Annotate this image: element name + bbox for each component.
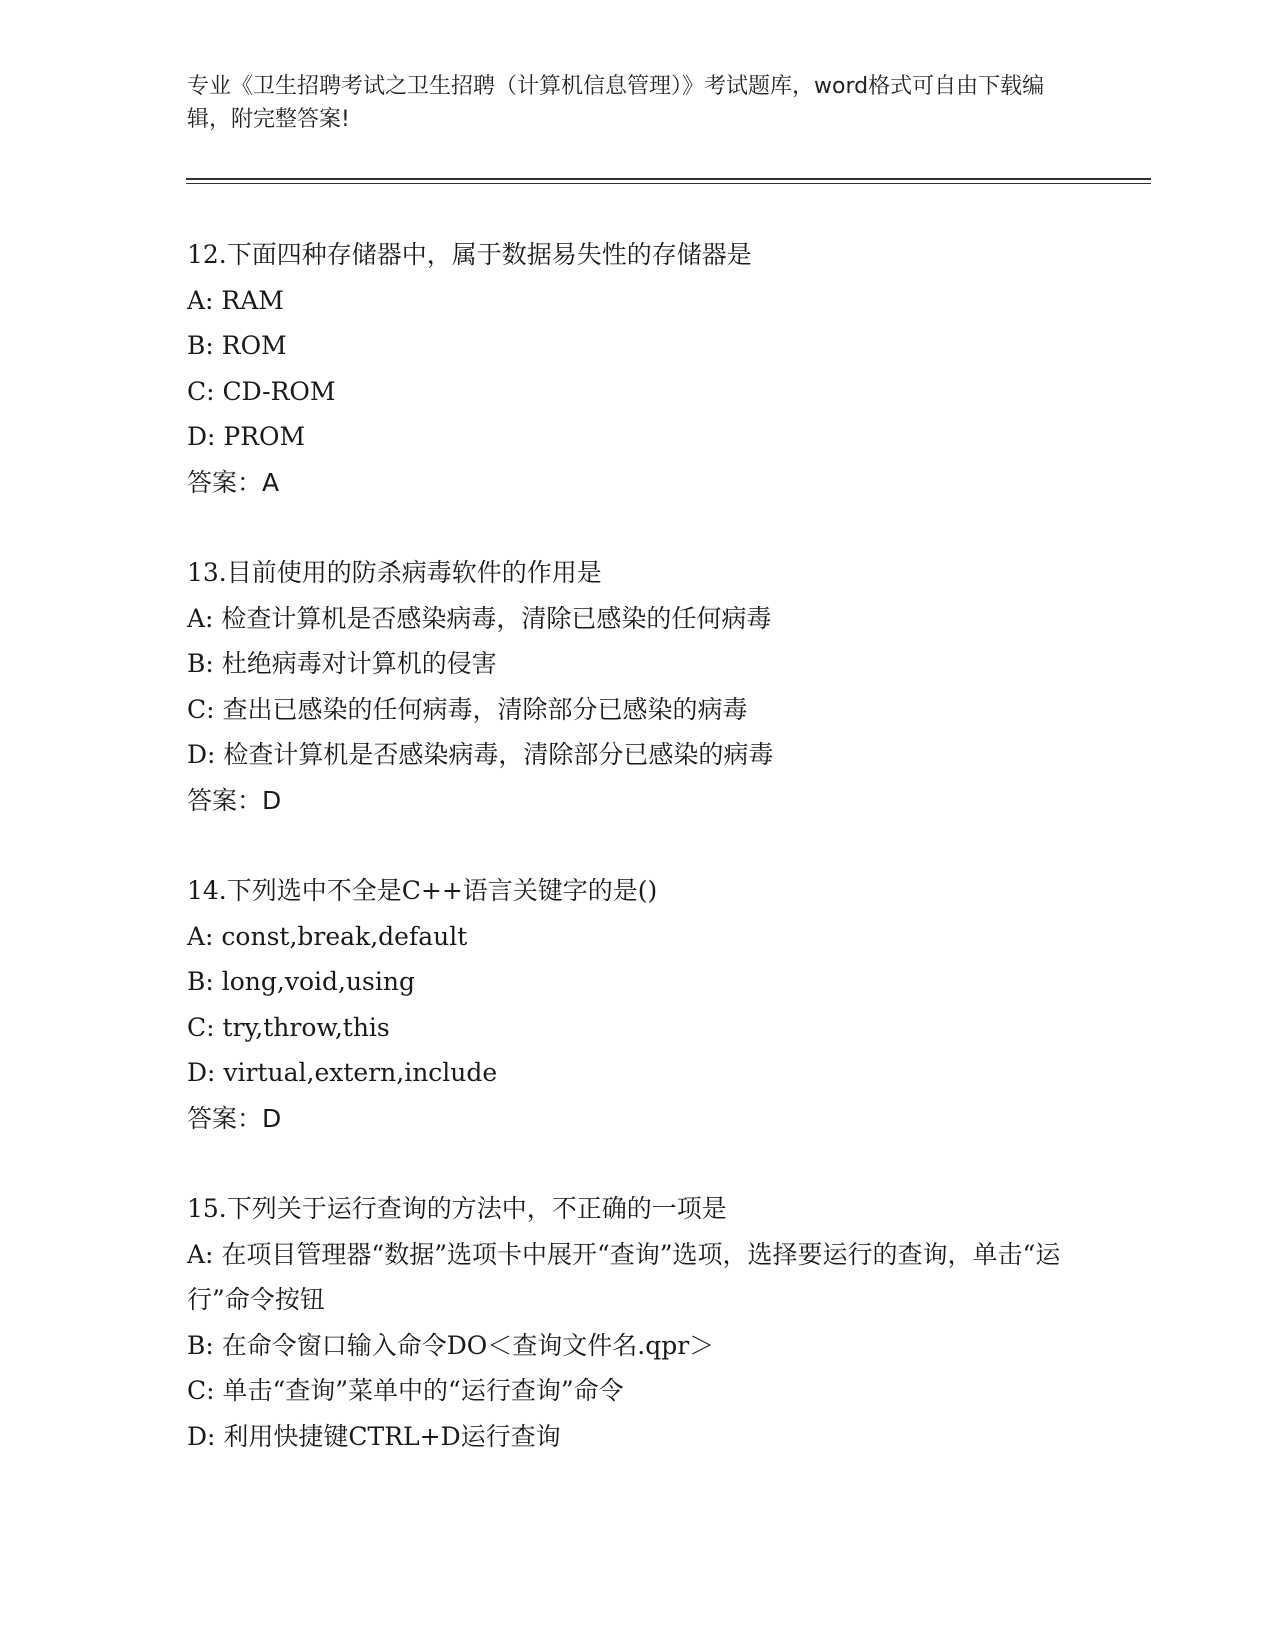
option-b: B: 在命令窗口输入命令DO＜查询文件名.qpr＞ xyxy=(187,1330,715,1360)
option-b: B: 杜绝病毒对计算机的侵害 xyxy=(187,649,497,678)
option-c: C: 查出已感染的任何病毒，清除部分已感染的病毒 xyxy=(187,694,748,724)
answer-line: 答案：D xyxy=(187,1103,282,1133)
question-13 xyxy=(187,550,1087,823)
option-a: A: const,break,default xyxy=(187,921,468,951)
document-header: 专业《卫生招聘考试之卫生招聘（计算机信息管理）》考试题库，word格式可自由下载编辑，附完整答案! xyxy=(187,74,1045,132)
option-a: A: 在项目管理器“数据”选项卡中展开“查询”选项，选择要运行的查询，单击“运行”命令按钮 xyxy=(187,1239,1061,1314)
option-c: C: CD-ROM xyxy=(187,376,336,406)
question-15 xyxy=(187,1186,1087,1459)
option-d: D: virtual,extern,include xyxy=(187,1058,498,1087)
option-b: B: long,void,using xyxy=(187,967,415,996)
option-a: A: 检查计算机是否感染病毒，清除已感染的任何病毒 xyxy=(187,603,772,633)
question-stem: 13.目前使用的防杀病毒软件的作用是 xyxy=(187,558,602,587)
option-d: D: 检查计算机是否感染病毒，清除部分已感染的病毒 xyxy=(187,740,774,769)
answer-line: 答案：A xyxy=(187,467,280,497)
question-stem: 12.下面四种存储器中，属于数据易失性的存储器是 xyxy=(187,240,752,269)
option-c: C: try,throw,this xyxy=(187,1012,390,1042)
option-c: C: 单击“查询”菜单中的“运行查询”命令 xyxy=(187,1376,624,1405)
header-divider-thick xyxy=(186,178,1151,180)
option-b: B: ROM xyxy=(187,331,287,360)
question-14 xyxy=(187,868,1087,1141)
question-list xyxy=(187,232,1087,1504)
answer-line: 答案：D xyxy=(187,785,282,815)
question-stem: 14.下列选中不全是C++语言关键字的是() xyxy=(187,876,658,905)
header-divider-thin xyxy=(186,183,1151,184)
question-12 xyxy=(187,232,1087,505)
option-d: D: 利用快捷键CTRL+D运行查询 xyxy=(187,1421,561,1451)
question-stem: 15.下列关于运行查询的方法中，不正确的一项是 xyxy=(187,1194,727,1223)
option-a: A: RAM xyxy=(187,285,284,315)
option-d: D: PROM xyxy=(187,422,306,451)
